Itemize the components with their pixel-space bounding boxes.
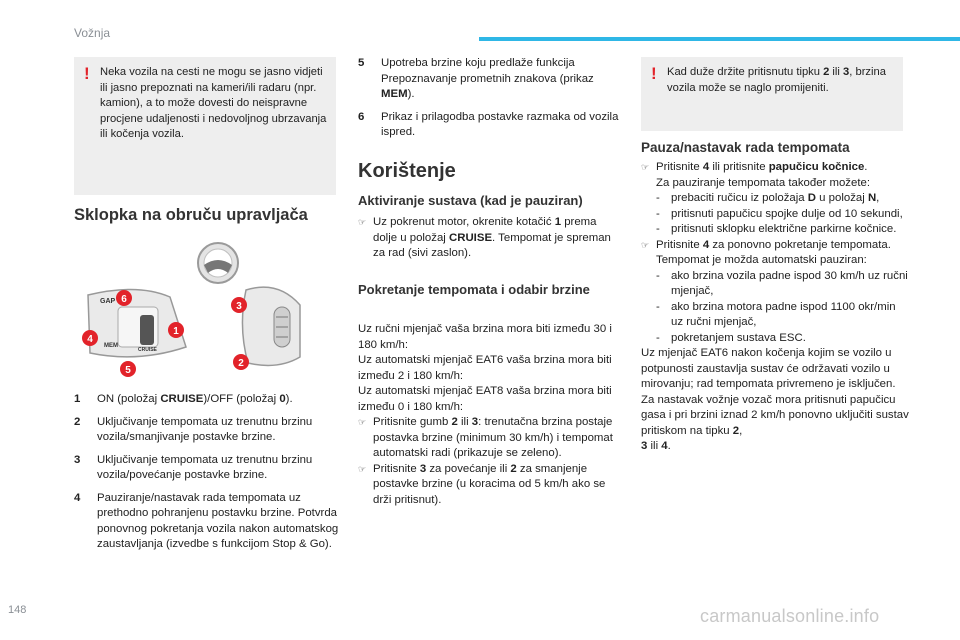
item-text: , xyxy=(739,424,743,437)
stalk-label-gap: GAP xyxy=(100,298,116,305)
item-number: 4 xyxy=(74,491,81,504)
warning-text-part: , brzina vozila može se naglo promijeniti. xyxy=(667,66,886,94)
item-text: Pauziranje/nastavak rada tempomata uz prethodno pohranjenu postavku brzine. Potvrda ponovnog pokretanja vozila nakon automatskog zaustavljanja (izvedbe s funkcijom Stop & Go). xyxy=(97,491,339,550)
subheading-start-speed: Pokretanje tempomata i odabir brzine xyxy=(358,282,590,297)
dash-marker: - xyxy=(656,207,660,220)
item-text: Uz mjenjač EAT6 nakon kočenja kojim se vozilo u potpunosti zaustavlja sustav će održavati vozilo u mirovanju; rad tempomata privremeno je isključen. Za nastavak vožnje vozač mora pritisnuti papučicu gasa i pri brzini iznad 2 km/h ponovno uključiti sustav pritiskom na tipku xyxy=(641,347,909,437)
dash-marker: - xyxy=(656,300,660,313)
arrow-bullet-icon: ☞ xyxy=(641,239,650,250)
arrow-bullet-icon: ☞ xyxy=(641,162,650,172)
item-text: Pritisnite gumb xyxy=(373,416,452,428)
item-text: ako brzina vozila padne ispod 30 km/h uz ručni mjenjač, xyxy=(671,269,908,297)
item-text-bold: MEM xyxy=(381,88,408,100)
item-text: ). xyxy=(407,88,415,100)
column-2-top-list xyxy=(358,56,620,148)
item-number: 6 xyxy=(358,110,365,123)
stalk-label-cruise: CRUISE xyxy=(138,347,157,353)
item-text: Pritisnite xyxy=(656,161,703,173)
arrow-bullet-icon: ☞ xyxy=(358,417,367,427)
svg-text:5: 5 xyxy=(125,365,131,376)
switch-function-list xyxy=(74,392,340,560)
item-text-bold: 2 xyxy=(510,462,517,475)
callout-1 xyxy=(168,322,184,338)
item-text: . xyxy=(667,440,671,452)
dash-item xyxy=(641,269,909,300)
svg-text:2: 2 xyxy=(238,358,244,369)
item-text-bold: CRUISE xyxy=(449,231,493,244)
list-item xyxy=(74,392,340,408)
steering-wheel-icon xyxy=(198,243,238,283)
dash-item xyxy=(641,222,909,238)
warning-text-bold: 2 xyxy=(823,66,830,78)
dash-marker: - xyxy=(656,223,660,235)
bullet-item xyxy=(358,215,620,262)
item-text: , xyxy=(876,192,880,204)
item-text-bold: D xyxy=(807,192,816,204)
item-text: ili pritisnite xyxy=(709,161,769,173)
stalk-label-mem: MEM xyxy=(104,343,118,349)
list-item xyxy=(358,56,620,103)
warning-text-part: Kad duže držite pritisnutu tipku xyxy=(667,66,824,78)
item-text: pokretanjem sustava ESC. xyxy=(671,331,806,344)
item-text: prema dolje u položaj xyxy=(373,216,597,244)
item-number: 2 xyxy=(74,415,81,428)
activation-text xyxy=(358,215,620,262)
paragraph: Uz ručni mjenjač vaša brzina mora biti između 30 i 180 km/h: xyxy=(358,323,612,351)
item-text-bold: papučicu kočnice xyxy=(768,161,865,173)
arrow-bullet-icon: ☞ xyxy=(358,217,367,227)
svg-text:6: 6 xyxy=(121,294,127,305)
page-header-title: Vožnja xyxy=(74,26,111,40)
item-text-bold: 3 xyxy=(471,416,479,428)
warning-box-left xyxy=(74,57,336,195)
exclamation-icon: ! xyxy=(84,64,90,83)
dash-item xyxy=(641,191,909,207)
item-text: ). xyxy=(285,393,293,405)
svg-text:3: 3 xyxy=(236,301,242,312)
list-item xyxy=(74,415,340,446)
arrow-bullet-icon: ☞ xyxy=(358,463,367,474)
dash-marker: - xyxy=(656,192,660,204)
bullet-item xyxy=(358,462,620,509)
warning-text-part: ili xyxy=(829,66,844,78)
item-text: Prikaz i prilagodba postavke razmaka od vozila ispred. xyxy=(381,110,619,138)
paragraph xyxy=(641,346,909,455)
site-watermark: carmanualsonline.info xyxy=(700,606,880,626)
item-text: u položaj xyxy=(816,192,868,204)
item-text-bold: CRUISE xyxy=(160,393,204,405)
item-text: . Tempomat je spreman za rad (sivi zaslon). xyxy=(373,231,611,259)
dash-marker: - xyxy=(656,331,660,344)
warning-text: Neka vozila na cesti ne mogu se jasno vidjeti ili jasno prepoznati na kameri/ili radaru (npr. kamion), a to može dovesti do neispravne procjene udaljenosti i nedovoljnog ubrzavanja ili kočenja vozila. xyxy=(100,66,327,141)
item-number: 5 xyxy=(358,57,365,69)
dash-marker: - xyxy=(656,269,660,282)
warning-box-right xyxy=(641,57,903,131)
item-text: Uz pokrenut motor, okrenite kotačić xyxy=(373,216,555,228)
item-text-bold: 0 xyxy=(279,393,286,405)
bullet-item xyxy=(641,238,909,269)
item-number: 3 xyxy=(74,453,81,466)
list-item xyxy=(74,491,340,553)
list-item xyxy=(358,110,620,141)
subheading-activation: Aktiviranje sustava (kad je pauziran) xyxy=(358,193,583,208)
cruise-stalk-left xyxy=(88,289,186,356)
page-number: 148 xyxy=(8,604,27,616)
item-text-bold: 4 xyxy=(702,238,710,251)
cruise-stalk-right xyxy=(242,287,300,365)
list-item xyxy=(74,453,340,484)
paragraph: Uz automatski mjenjač EAT8 vaša brzina mora biti između 0 i 180 km/h: xyxy=(358,385,612,413)
item-text-bold: 3 xyxy=(419,462,427,475)
item-text: ili xyxy=(647,440,662,452)
item-text: Uključivanje tempomata uz trenutnu brzinu vozila/povećanje postavke brzine. xyxy=(97,453,313,481)
item-text: . xyxy=(864,161,868,173)
callout-5 xyxy=(120,361,136,377)
warning-text-bold: 3 xyxy=(843,66,850,78)
item-text-bold: N xyxy=(867,192,877,204)
paragraph: Uz automatski mjenjač EAT6 vaša brzina mora biti između 2 i 180 km/h: xyxy=(358,354,612,382)
dash-item xyxy=(641,300,909,331)
exclamation-icon: ! xyxy=(651,64,657,83)
item-text: Uključivanje tempomata uz trenutnu brzinu vozila/smanjivanje postavke brzine. xyxy=(97,415,313,443)
callout-3 xyxy=(231,297,247,313)
item-text: za povećanje ili xyxy=(426,462,511,475)
item-text: ON (položaj xyxy=(97,393,161,405)
cruise-stalk-diagram xyxy=(78,235,340,380)
dash-item xyxy=(641,207,909,223)
bullet-item xyxy=(641,160,909,191)
callout-6 xyxy=(116,290,132,306)
item-text: ili xyxy=(457,416,472,428)
item-text: : trenutačna brzina postaje postavka brzine (minimum 30 km/h) i tempomat automatski radi (prikazuje se zeleno). xyxy=(373,416,613,459)
item-text: Za pauziranje tempomata također možete: xyxy=(656,176,871,189)
item-text: pritisnuti sklopku električne parkirne kočnice. xyxy=(671,223,897,235)
item-text-bold: 2 xyxy=(732,424,740,437)
section-heading-usage: Korištenje xyxy=(358,160,456,182)
item-number: 1 xyxy=(74,393,81,405)
bullet-item xyxy=(358,415,620,462)
callout-2 xyxy=(233,354,249,370)
item-text-bold: 2 xyxy=(451,416,458,428)
subheading-pause-resume: Pauza/nastavak rada tempomata xyxy=(641,140,850,155)
pause-resume-text xyxy=(641,160,909,455)
callout-4 xyxy=(82,330,98,346)
item-text: pritisnuti papučicu spojke dulje od 10 sekundi, xyxy=(671,207,903,220)
dash-item xyxy=(641,331,909,347)
steering-switch-figure xyxy=(78,235,340,380)
item-text-bold: 1 xyxy=(554,216,562,228)
svg-text:1: 1 xyxy=(173,326,179,337)
svg-text:4: 4 xyxy=(87,334,93,345)
warning-text xyxy=(667,65,897,96)
item-text: Upotreba brzine koju predlaže funkcija Prepoznavanje prometnih znakova (prikaz xyxy=(381,57,594,85)
item-text: za smanjenje postavke brzine (u koracima od 5 km/h ako se drži pritisnut). xyxy=(373,462,606,506)
item-text-bold: 4 xyxy=(661,440,668,452)
item-text-bold: 4 xyxy=(702,161,710,173)
section-heading-switch: Sklopka na obruču upravljača xyxy=(74,206,308,224)
item-text: za ponovno pokretanje tempomata. Tempomat je možda automatski pauziran: xyxy=(656,238,891,266)
item-text: )/OFF (položaj xyxy=(203,393,280,405)
start-speed-text xyxy=(358,322,620,508)
header-accent-bar xyxy=(479,37,960,41)
item-text: Pritisnite xyxy=(656,238,703,251)
item-text: prebaciti ručicu iz položaja xyxy=(671,192,808,204)
item-text-bold: 3 xyxy=(641,440,648,452)
item-text: ako brzina motora padne ispod 1100 okr/min uz ručni mjenjač, xyxy=(671,300,896,328)
item-text: Pritisnite xyxy=(373,462,420,475)
